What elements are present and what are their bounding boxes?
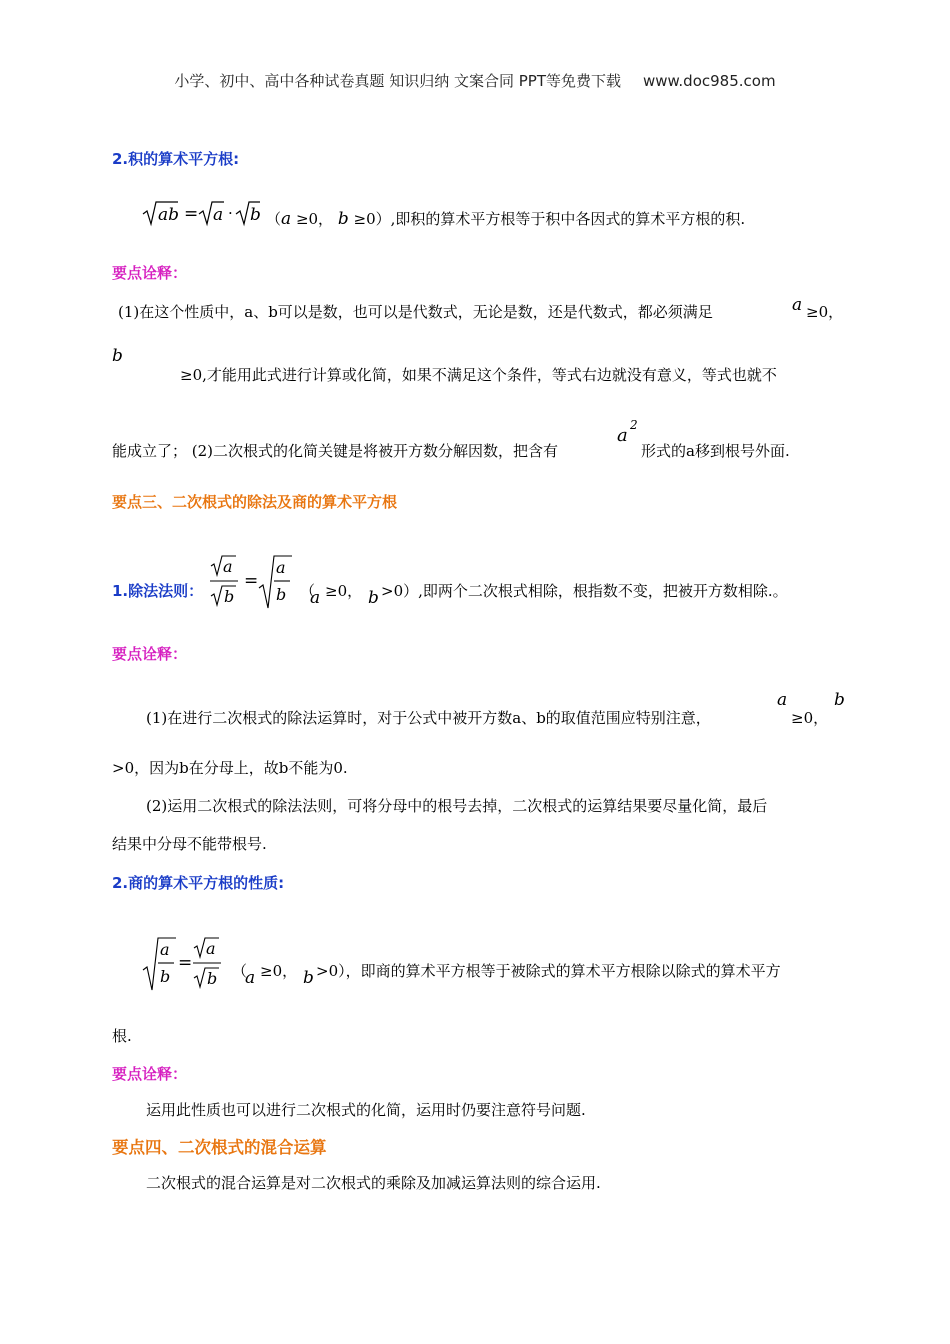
note3-title: 要点诠释： [112, 1065, 188, 1083]
note2-line2: >0，因为b在分母上，故b不能为0. [112, 759, 348, 777]
note1-line3-var: a [617, 425, 628, 446]
division-cond-b: b [368, 588, 379, 608]
note2-line1-var-b: b [834, 690, 845, 710]
note2-line4: 结果中分母不能带根号. [112, 835, 267, 853]
formula-b-text: b [250, 205, 261, 225]
formula-ab-text: ab [158, 205, 180, 225]
note1-line3-tail: 形式的a移到根号外面. [641, 442, 790, 460]
svg-text:b: b [160, 967, 171, 986]
division-cond-open: （ [300, 582, 316, 600]
page-header [0, 70, 950, 91]
note2-line1-op: ≥0， [791, 709, 829, 727]
note1-line3-sup: 2 [630, 418, 638, 432]
note1-line2: ≥0,才能用此式进行计算或化简，如果不满足这个条件，等式右边就没有意义，等式也就不 [180, 366, 777, 384]
section3-title: 要点三、二次根式的除法及商的算术平方根 [112, 493, 398, 511]
note1-title: 要点诠释： [112, 264, 188, 282]
svg-text:a: a [223, 557, 233, 576]
quotient-prop-title: 2.商的算术平方根的性质: [112, 874, 285, 892]
section4-title: 要点四、二次根式的混合运算 [112, 1138, 327, 1157]
division-cond-a-op: ≥0， [325, 582, 363, 600]
svg-text:a: a [206, 939, 216, 958]
svg-text:=: = [184, 204, 199, 224]
division-cond-b-op: >0）,即两个二次根式相除，根指数不变，把被开方数相除.。 [381, 582, 788, 600]
header-text: 小学、初中、高中各种试卷真题 知识归纳 文案合同 PPT等免费下载 [174, 72, 621, 90]
section4-line1: 二次根式的混合运算是对二次根式的乘除及加减运算法则的综合运用. [146, 1174, 601, 1192]
svg-text:a: a [160, 940, 170, 959]
product-formula [140, 198, 266, 228]
section-product-title: 2.积的算术平方根: [112, 150, 240, 168]
quotient-cond-a-op: ≥0， [260, 962, 298, 980]
svg-text:b: b [224, 587, 235, 606]
quotient-cond-a: a [245, 968, 256, 988]
note2-line1-var-a: a [777, 690, 788, 710]
quotient-formula [140, 934, 230, 992]
svg-text:a: a [276, 558, 286, 577]
header-site-link[interactable]: www.doc985.com [642, 72, 776, 90]
note1-line1-tail: ≥0， [806, 303, 844, 321]
note1-line1: (1)在这个性质中，a、b可以是数，也可以是代数式，无论是数，还是代数式，都必须满足 [118, 303, 713, 321]
svg-text:=: = [244, 571, 259, 591]
quotient-cond-b: b [303, 968, 314, 988]
note3-line1: 运用此性质也可以进行二次根式的化简，运用时仍要注意符号问题. [146, 1101, 586, 1119]
note1-line3: 能成立了； (2)二次根式的化简关键是将被开方数分解因数，把含有 [112, 442, 559, 460]
division-cond-a: a [310, 588, 321, 608]
svg-text:·: · [228, 204, 233, 222]
note1-line2-var: b [112, 346, 123, 366]
quotient-desc-end: 根. [112, 1027, 132, 1045]
svg-text:=: = [178, 953, 193, 973]
note2-line1: (1)在进行二次根式的除法运算时，对于公式中被开方数a、b的取值范围应特别注意， [146, 709, 711, 727]
division-rule-title: 1.除法法则： [112, 582, 204, 600]
product-condition: （a ≥0， b ≥0）,即积的算术平方根等于积中各因式的算术平方根的积. [266, 209, 746, 229]
note2-title: 要点诠释： [112, 645, 188, 663]
note1-line1-var: a [792, 295, 803, 315]
note2-line3: (2)运用二次根式的除法法则，可将分母中的根号去掉，二次根式的运算结果要尽量化简，最后 [146, 797, 768, 815]
svg-text:b: b [207, 969, 218, 988]
quotient-cond-b-op: >0），即商的算术平方根等于被除式的算术平方根除以除式的算术平方 [316, 962, 781, 980]
formula-a-text: a [213, 205, 224, 225]
division-formula [208, 552, 298, 610]
quotient-cond-open: （ [232, 962, 248, 980]
svg-text:b: b [276, 585, 287, 604]
